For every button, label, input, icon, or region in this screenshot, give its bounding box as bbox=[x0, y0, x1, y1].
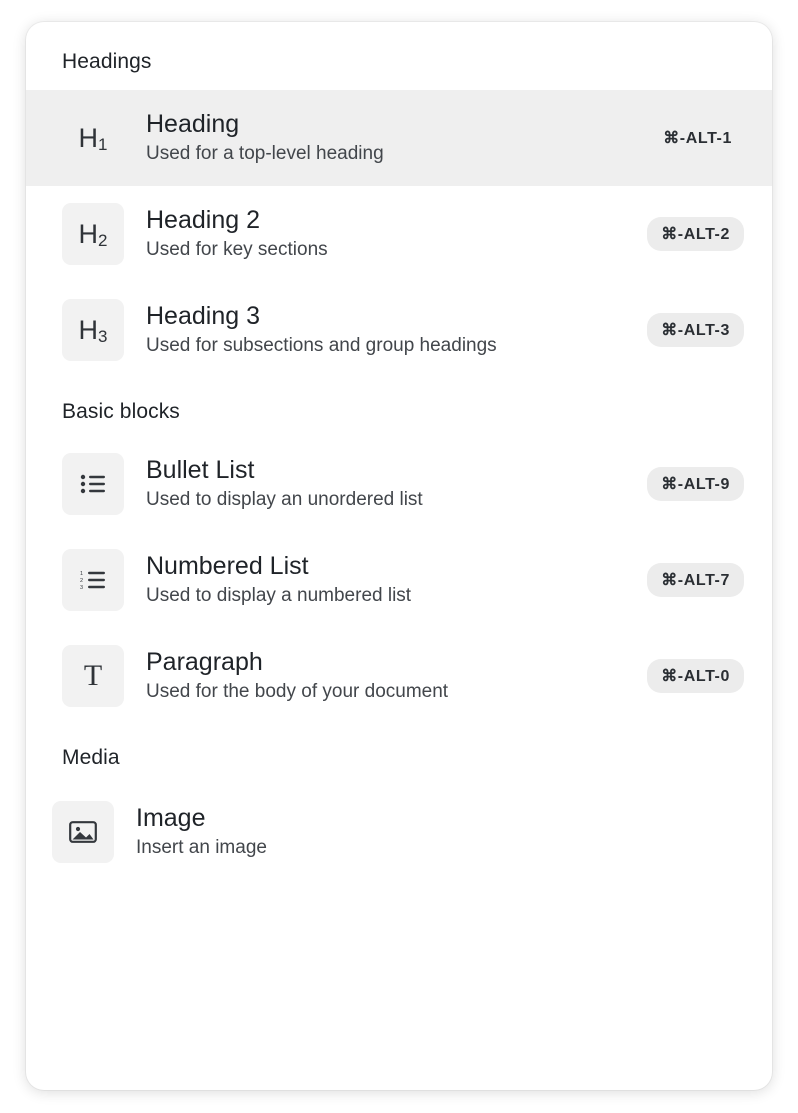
menu-item-heading-3[interactable] bbox=[26, 282, 772, 378]
menu-item-text bbox=[146, 456, 647, 512]
group-label-media: Media bbox=[62, 746, 120, 769]
h1-icon bbox=[62, 107, 124, 169]
menu-item-numbered-list[interactable] bbox=[26, 532, 772, 628]
menu-item-description: Insert an image bbox=[136, 836, 267, 858]
h3-icon-level: 3 bbox=[98, 326, 108, 346]
group-label-headings: Headings bbox=[62, 50, 152, 73]
h2-icon-level: 2 bbox=[98, 230, 108, 250]
h2-icon-letter: H bbox=[78, 218, 99, 249]
menu-item-shortcut: ⌘-ALT-1 bbox=[663, 130, 732, 147]
menu-item-text bbox=[146, 302, 647, 358]
menu-item-heading-2[interactable] bbox=[26, 186, 772, 282]
block-type-menu bbox=[26, 22, 772, 1090]
menu-item-title: Heading bbox=[146, 110, 240, 139]
menu-item-image[interactable] bbox=[26, 784, 772, 880]
menu-item-description: Used for subsections and group headings bbox=[146, 334, 497, 356]
menu-item-text bbox=[146, 648, 647, 704]
paragraph-icon-letter: T bbox=[83, 659, 103, 692]
h3-icon-letter: H bbox=[78, 314, 99, 345]
group-label-basic-blocks: Basic blocks bbox=[62, 400, 180, 423]
menu-item-description: Used to display an unordered list bbox=[146, 488, 423, 510]
image-icon bbox=[52, 801, 114, 863]
menu-item-shortcut: ⌘-ALT-2 bbox=[647, 217, 744, 251]
bullet-list-icon bbox=[62, 453, 124, 515]
svg-text:2: 2 bbox=[80, 578, 84, 584]
menu-item-title: Numbered List bbox=[146, 552, 309, 581]
h1-icon-letter: H bbox=[78, 122, 99, 153]
menu-item-text bbox=[146, 206, 647, 262]
menu-item-title: Bullet List bbox=[146, 456, 255, 485]
menu-item-shortcut: ⌘-ALT-9 bbox=[647, 467, 744, 501]
paragraph-icon bbox=[62, 645, 124, 707]
numbered-list-icon bbox=[62, 549, 124, 611]
menu-item-title: Heading 2 bbox=[146, 206, 260, 235]
menu-item-text bbox=[136, 804, 744, 860]
menu-item-text bbox=[146, 110, 649, 166]
menu-item-description: Used for a top-level heading bbox=[146, 142, 384, 164]
menu-item-description: Used for the body of your document bbox=[146, 680, 449, 702]
menu-item-paragraph[interactable] bbox=[26, 628, 772, 724]
menu-item-heading-1[interactable] bbox=[26, 90, 772, 186]
h2-icon bbox=[62, 203, 124, 265]
menu-item-title: Heading 3 bbox=[146, 302, 260, 331]
menu-item-shortcut: ⌘-ALT-0 bbox=[647, 659, 744, 693]
menu-item-description: Used to display a numbered list bbox=[146, 584, 412, 606]
menu-item-shortcut: ⌘-ALT-3 bbox=[647, 313, 744, 347]
menu-item-title: Paragraph bbox=[146, 648, 263, 677]
menu-item-bullet-list[interactable] bbox=[26, 436, 772, 532]
menu-item-shortcut: ⌘-ALT-7 bbox=[647, 563, 744, 597]
svg-text:3: 3 bbox=[80, 585, 84, 590]
menu-item-description: Used for key sections bbox=[146, 238, 328, 260]
svg-text:1: 1 bbox=[80, 571, 84, 577]
menu-item-title: Image bbox=[136, 804, 206, 833]
menu-item-text bbox=[146, 552, 647, 608]
h3-icon bbox=[62, 299, 124, 361]
h1-icon-level: 1 bbox=[98, 134, 108, 154]
